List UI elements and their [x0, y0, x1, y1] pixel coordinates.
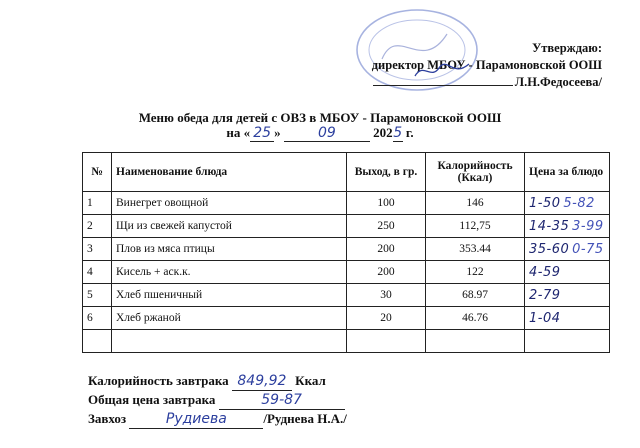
row-output: 30	[347, 284, 426, 307]
row-calories	[426, 330, 525, 353]
menu-date	[0, 125, 640, 142]
row-price	[525, 238, 610, 261]
calories-value: 849,92	[232, 373, 292, 391]
row-output: 250	[347, 215, 426, 238]
row-price	[525, 261, 610, 284]
date-year-prefix: 202	[373, 125, 393, 140]
price-handwritten: 35-60	[529, 241, 570, 257]
approval-title: Утверждаю:	[532, 41, 602, 55]
row-output: 200	[347, 238, 426, 261]
approval-position: директор МБОУ - Парамоновской ООШ	[371, 58, 602, 72]
row-price	[525, 307, 610, 330]
price-handwritten: 1-50	[529, 195, 561, 211]
supply-manager-name: /Руднева Н.А./	[263, 411, 347, 426]
row-name: Щи из свежей капустой	[112, 215, 347, 238]
supply-manager-label: Завхоз	[88, 411, 127, 426]
row-name: Плов из мяса птицы	[112, 238, 347, 261]
row-output: 200	[347, 261, 426, 284]
price-handwritten: 14-35	[529, 218, 570, 234]
calories-unit: Ккал	[295, 373, 326, 388]
menu-table	[82, 152, 610, 353]
menu-title: Меню обеда для детей с ОВЗ в МБОУ - Парамоновской ООШ	[138, 110, 502, 125]
row-calories: 68.97	[426, 284, 525, 307]
row-calories: 112,75	[426, 215, 525, 238]
total-price-value: 59-87	[219, 392, 345, 410]
signature-line	[373, 74, 513, 86]
row-num: 2	[83, 215, 112, 238]
row-output: 20	[347, 307, 426, 330]
approval-signatory: Л.Н.Федосеева/	[514, 75, 602, 89]
date-mid: »	[274, 125, 281, 140]
row-name	[112, 330, 347, 353]
row-num: 4	[83, 261, 112, 284]
price-alt-handwritten: 3-99	[572, 218, 604, 234]
approval-signature-row	[372, 74, 602, 91]
row-calories: 353.44	[426, 238, 525, 261]
date-prefix: на «	[226, 125, 251, 140]
table-row	[83, 261, 610, 284]
date-year-digit: 5	[393, 125, 403, 141]
price-handwritten: 1-04	[529, 310, 561, 326]
approval-block	[372, 40, 602, 91]
price-alt-handwritten: 5-82	[563, 195, 595, 211]
director-signature	[413, 60, 473, 82]
row-name: Винегрет овощной	[112, 192, 347, 215]
calories-line	[88, 372, 347, 391]
header-output: Выход, в гр.	[347, 153, 426, 192]
table-row	[83, 192, 610, 215]
row-output: 100	[347, 192, 426, 215]
total-price-label: Общая цена завтрака	[88, 392, 216, 407]
supply-manager-signature: Рудиева	[129, 411, 263, 429]
row-num: 1	[83, 192, 112, 215]
row-num	[83, 330, 112, 353]
row-name: Хлеб пшеничный	[112, 284, 347, 307]
supply-manager-line	[88, 410, 347, 429]
row-num: 5	[83, 284, 112, 307]
header-price: Цена за блюдо	[525, 153, 610, 192]
table-row	[83, 284, 610, 307]
menu-heading	[0, 110, 640, 142]
header-name: Наименование блюда	[112, 153, 347, 192]
menu-footer	[88, 372, 347, 429]
date-month: 09	[284, 126, 370, 142]
row-calories: 122	[426, 261, 525, 284]
table-row	[83, 307, 610, 330]
row-name: Хлеб ржаной	[112, 307, 347, 330]
price-handwritten: 4-59	[529, 264, 561, 280]
row-price	[525, 192, 610, 215]
header-calories: Калорийность (Ккал)	[426, 153, 525, 192]
table-header-row	[83, 153, 610, 192]
total-price-line	[88, 391, 347, 410]
row-price	[525, 215, 610, 238]
table-row	[83, 215, 610, 238]
date-suffix: г.	[405, 125, 414, 140]
row-name: Кисель + аск.к.	[112, 261, 347, 284]
row-output	[347, 330, 426, 353]
price-alt-handwritten: 0-75	[572, 241, 604, 257]
row-num: 3	[83, 238, 112, 261]
table-row	[83, 238, 610, 261]
calories-label: Калорийность завтрака	[88, 373, 229, 388]
row-price	[525, 284, 610, 307]
table-row-empty	[83, 330, 610, 353]
date-day: 25	[250, 126, 274, 142]
row-price	[525, 330, 610, 353]
price-handwritten: 2-79	[529, 287, 561, 303]
header-num: №	[83, 153, 112, 192]
row-num: 6	[83, 307, 112, 330]
row-calories: 146	[426, 192, 525, 215]
row-calories: 46.76	[426, 307, 525, 330]
